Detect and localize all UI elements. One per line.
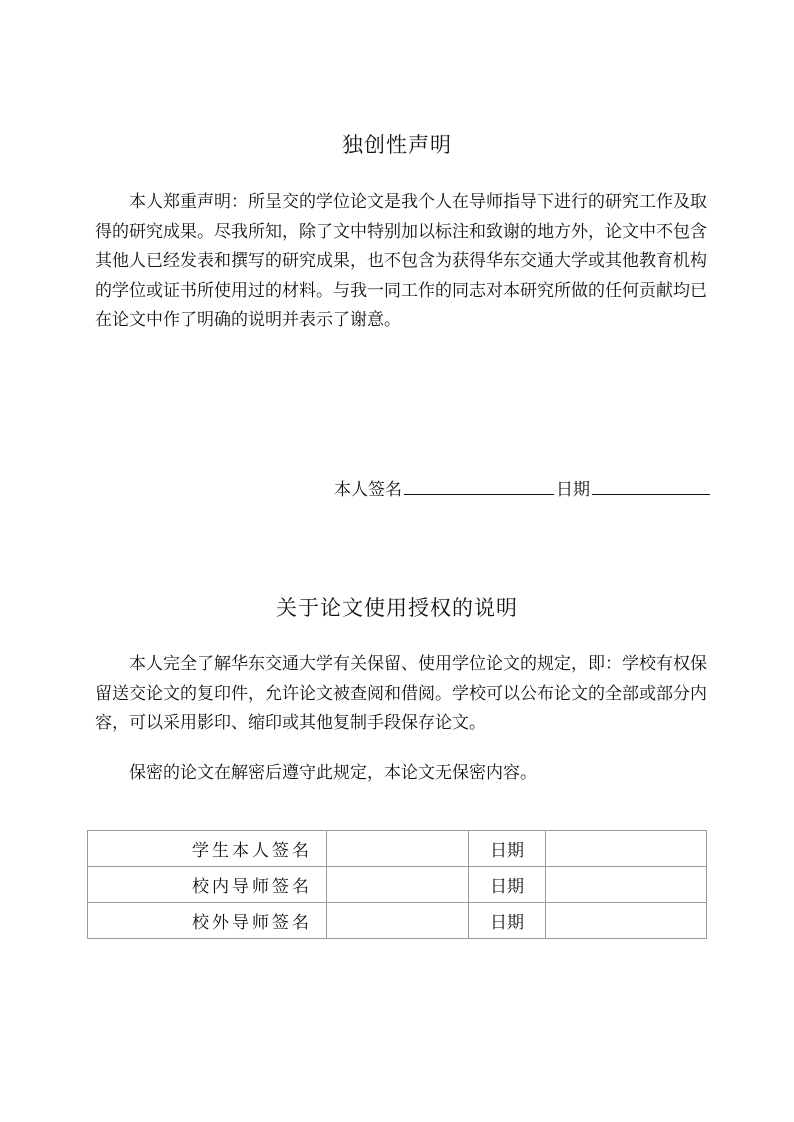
signature-cell xyxy=(327,867,469,903)
date-blank xyxy=(592,493,710,495)
date-label: 日期 xyxy=(469,903,546,939)
date-cell xyxy=(546,831,707,867)
table-row xyxy=(88,903,707,939)
declaration-signature-line xyxy=(334,475,734,500)
table-row xyxy=(88,867,707,903)
signature-blank xyxy=(404,493,554,495)
table-row xyxy=(88,831,707,867)
date-label: 日期 xyxy=(469,831,546,867)
signature-cell xyxy=(327,903,469,939)
declaration-title: 独创性声明 xyxy=(342,133,452,157)
role-label: 学生本人签名 xyxy=(88,831,327,867)
signature-table xyxy=(87,830,707,939)
authorization-body: 本人完全了解华东交通大学有关保留、使用学位论文的规定，即：学校有权保留送交论文的复印件，允许论文被查阅和借阅。学校可以公布论文的全部或部分内容，可以采用影印、缩印或其他复制手段保存论文。 xyxy=(95,654,707,733)
signature-cell xyxy=(327,831,469,867)
authorization-title: 关于论文使用授权的说明 xyxy=(276,596,518,620)
confidential-note: 保密的论文在解密后遵守此规定，本论文无保密内容。 xyxy=(129,763,537,783)
date-cell xyxy=(546,903,707,939)
role-label: 校外导师签名 xyxy=(88,903,327,939)
date-label: 日期 xyxy=(469,867,546,903)
role-label: 校内导师签名 xyxy=(88,867,327,903)
declaration-body: 本人郑重声明：所呈交的学位论文是我个人在导师指导下进行的研究工作及取得的研究成果。尽我所知，除了文中特别加以标注和致谢的地方外，论文中不包含其他人已经发表和撰写的研究成果，也不包含为获得华东交通大学或其他教育机构的学位或证书所使用过的材料。与我一同工作的同志对本研究所做的任何贡献均已在论文中作了明确的说明并表示了谢意。 xyxy=(95,192,707,330)
signature-label: 本人签名 xyxy=(334,480,402,500)
date-cell xyxy=(546,867,707,903)
date-label: 日期 xyxy=(556,480,590,500)
